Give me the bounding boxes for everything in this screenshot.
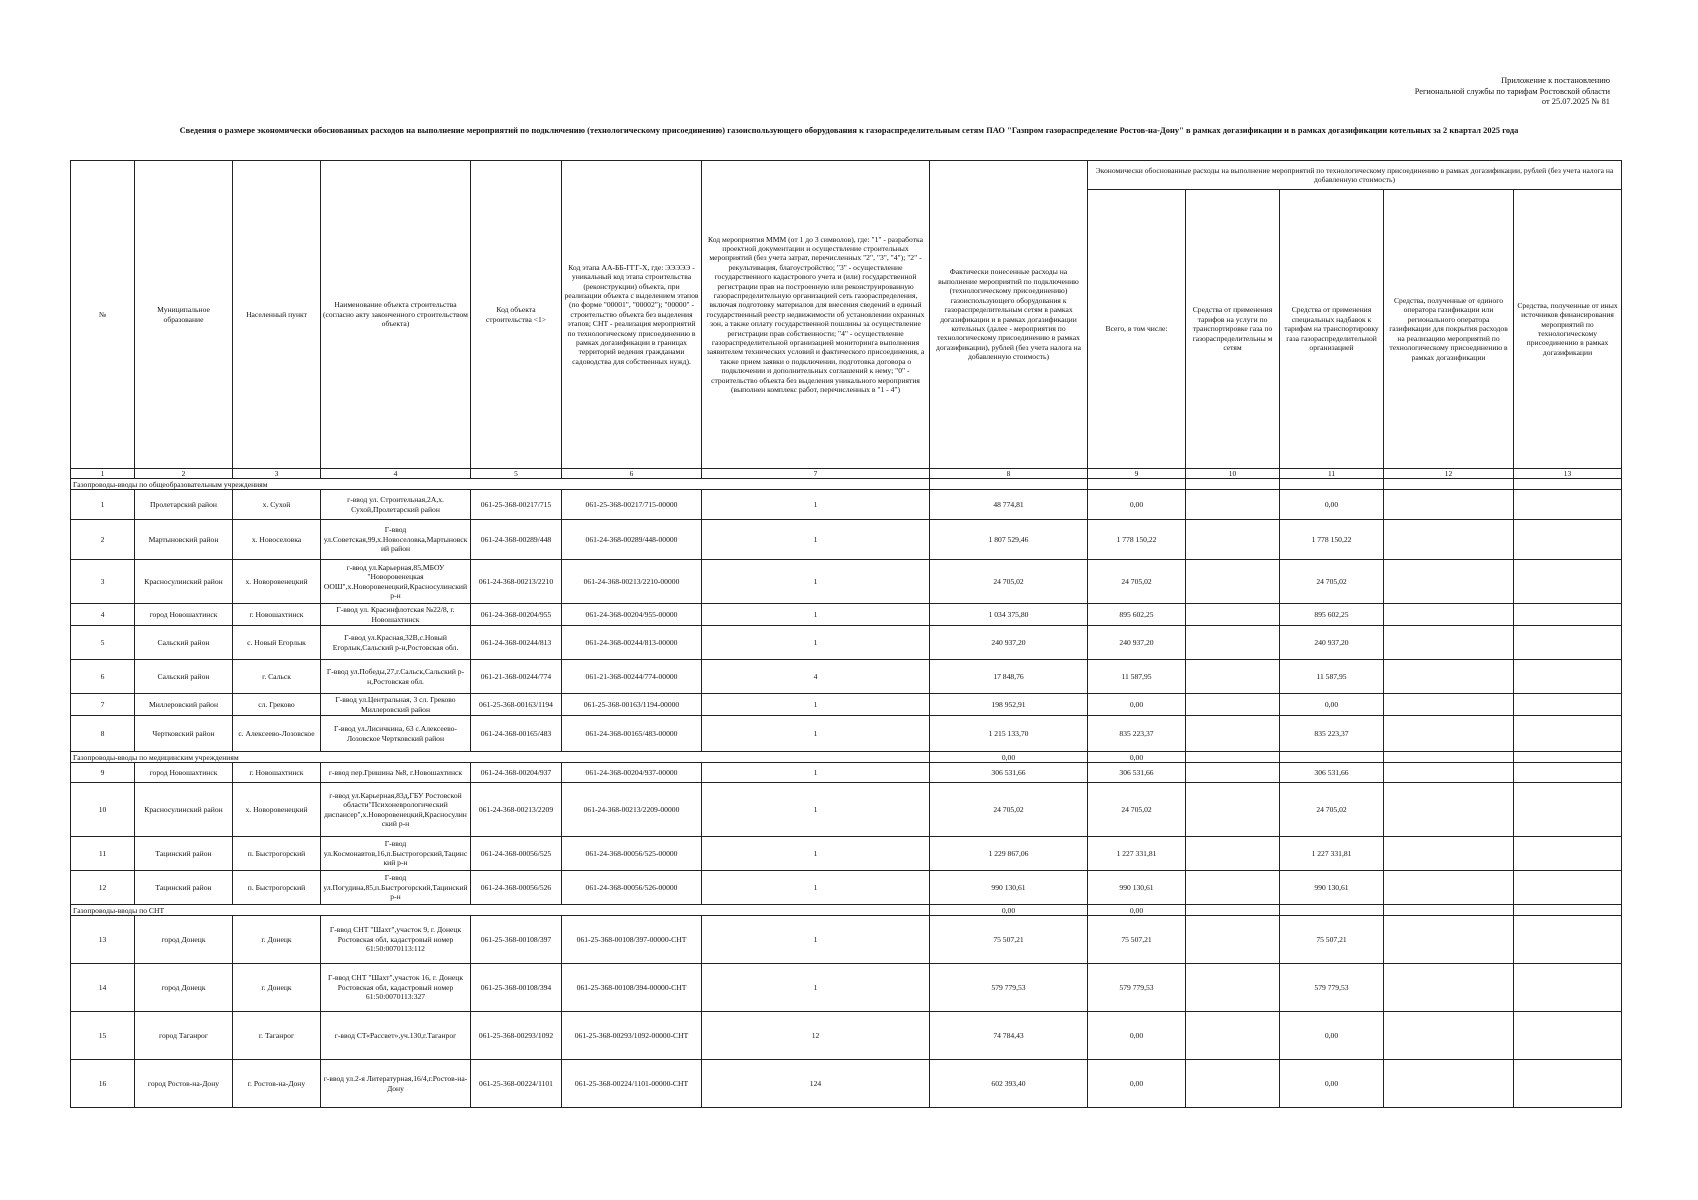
actual-costs-cell: 198 952,91 (930, 694, 1088, 716)
operator-funds-cell (1384, 1012, 1514, 1060)
row-number: 11 (71, 837, 135, 871)
table-row (71, 660, 1622, 694)
stage-code-cell: 061-25-368-00108/397-00000-СНТ (562, 916, 702, 964)
activity-code-cell: 1 (702, 626, 930, 660)
actual-costs-cell: 24 705,02 (930, 560, 1088, 604)
operator-funds-cell (1384, 837, 1514, 871)
column-number: 5 (471, 469, 562, 479)
settlement-cell: п. Быстрогорский (233, 837, 321, 871)
column-number: 11 (1280, 469, 1384, 479)
surcharges-cell: 24 705,02 (1280, 783, 1384, 837)
section-actual-costs: 0,00 (930, 905, 1088, 916)
appendix-line: Региональной службы по тарифам Ростовской области (1414, 86, 1610, 96)
section-actual-costs (930, 479, 1088, 490)
settlement-cell: г. Донецк (233, 964, 321, 1012)
actual-costs-cell: 48 774,81 (930, 490, 1088, 520)
stage-code-cell: 061-25-368-00293/1092-00000-СНТ (562, 1012, 702, 1060)
total-cell: 0,00 (1088, 490, 1186, 520)
section-title: Газопроводы-вводы по общеобразовательным учреждениям (71, 479, 930, 490)
municipality-cell: Пролетарский район (135, 490, 233, 520)
other-funds-cell (1514, 520, 1622, 560)
row-number: 15 (71, 1012, 135, 1060)
settlement-cell: г. Ростов-на-Дону (233, 1060, 321, 1108)
surcharges-cell: 306 531,66 (1280, 763, 1384, 783)
appendix-note (1250, 76, 1610, 108)
activity-code-cell: 1 (702, 694, 930, 716)
activity-code-cell: 1 (702, 560, 930, 604)
table-row (71, 694, 1622, 716)
stage-code-cell: 061-24-368-00213/2209-00000 (562, 783, 702, 837)
empty-cell (1186, 479, 1280, 490)
settlement-cell: сл. Греково (233, 694, 321, 716)
surcharges-cell: 75 507,21 (1280, 916, 1384, 964)
object-code-cell: 061-24-368-00289/448 (471, 520, 562, 560)
column-number: 4 (321, 469, 471, 479)
header-operator-funds: Средства, полученные от единого оператора газификации или регионального оператора газификации для покрытия расходов на реализацию мероприятий по технологическому присоединению в рамках догазификации (1384, 190, 1514, 469)
object-code-cell: 061-24-368-00056/526 (471, 871, 562, 905)
row-number: 7 (71, 694, 135, 716)
object-name-cell: Г-ввод ул. Красинфлотская №22/8, г. Новошахтинск (321, 604, 471, 626)
stage-code-cell: 061-24-368-00056/525-00000 (562, 837, 702, 871)
row-number: 5 (71, 626, 135, 660)
other-funds-cell (1514, 1012, 1622, 1060)
section-actual-costs: 0,00 (930, 752, 1088, 763)
activity-code-cell: 1 (702, 490, 930, 520)
settlement-cell: х. Новоровенецкий (233, 783, 321, 837)
activity-code-cell: 1 (702, 964, 930, 1012)
stage-code-cell: 061-25-368-00224/1101-00000-СНТ (562, 1060, 702, 1108)
section-total: 0,00 (1088, 905, 1186, 916)
row-number: 3 (71, 560, 135, 604)
tariffs-cell (1186, 560, 1280, 604)
operator-funds-cell (1384, 871, 1514, 905)
table-body (71, 479, 1622, 1108)
municipality-cell: Тацинский район (135, 837, 233, 871)
operator-funds-cell (1384, 490, 1514, 520)
tariffs-cell (1186, 716, 1280, 752)
settlement-cell: х. Сухой (233, 490, 321, 520)
column-number: 6 (562, 469, 702, 479)
stage-code-cell: 061-24-368-00056/526-00000 (562, 871, 702, 905)
empty-cell (1384, 752, 1514, 763)
total-cell: 11 587,95 (1088, 660, 1186, 694)
total-cell: 0,00 (1088, 694, 1186, 716)
column-number: 7 (702, 469, 930, 479)
stage-code-cell: 061-24-368-00213/2210-00000 (562, 560, 702, 604)
column-number: 3 (233, 469, 321, 479)
municipality-cell: город Таганрог (135, 1012, 233, 1060)
activity-code-cell: 124 (702, 1060, 930, 1108)
header-actual-costs: Фактически понесенные расходы на выполнение мероприятий по подключению (технологическому присоединению) газоиспользующего оборудования к газораспределительным сетям в рамках догазификации и в рамках догазификации котельных (далее - мероприятия по технологическому присоединению в рамках догазификации), рублей (без учета налога на добавленную стоимость) (930, 161, 1088, 469)
header-other-funds: Средства, полученные от иных источников финансирования мероприятий по технологическому присоединению в рамках догазификации (1514, 190, 1622, 469)
settlement-cell: г. Новошахтинск (233, 604, 321, 626)
table-row (71, 520, 1622, 560)
stage-code-cell: 061-21-368-00244/774-00000 (562, 660, 702, 694)
municipality-cell: город Ростов-на-Дону (135, 1060, 233, 1108)
surcharges-cell: 835 223,37 (1280, 716, 1384, 752)
total-cell: 1 227 331,81 (1088, 837, 1186, 871)
row-number: 1 (71, 490, 135, 520)
surcharges-cell: 0,00 (1280, 490, 1384, 520)
column-number: 12 (1384, 469, 1514, 479)
surcharges-cell: 240 937,20 (1280, 626, 1384, 660)
operator-funds-cell (1384, 716, 1514, 752)
header-municipality: Муниципальное образование (135, 161, 233, 469)
header-surcharges: Средства от применения специальных надбавок к тарифам на транспортировку газа газораспределительной организацией (1280, 190, 1384, 469)
tariffs-cell (1186, 1060, 1280, 1108)
other-funds-cell (1514, 490, 1622, 520)
section-header-row (71, 905, 1622, 916)
row-number: 13 (71, 916, 135, 964)
surcharges-cell: 1 227 331,81 (1280, 837, 1384, 871)
table-row (71, 560, 1622, 604)
tariffs-cell (1186, 763, 1280, 783)
object-code-cell: 061-24-368-00204/955 (471, 604, 562, 626)
operator-funds-cell (1384, 694, 1514, 716)
table-row (71, 783, 1622, 837)
actual-costs-cell: 1 807 529,46 (930, 520, 1088, 560)
object-name-cell: г-ввод ул.Карьерная,85,МБОУ "Новоровенецкая ООШ",х.Новоровенецкий,Красносулинский р-н (321, 560, 471, 604)
settlement-cell: х. Новоровенецкий (233, 560, 321, 604)
tariffs-cell (1186, 1012, 1280, 1060)
column-number: 9 (1088, 469, 1186, 479)
municipality-cell: Миллеровский район (135, 694, 233, 716)
total-cell: 24 705,02 (1088, 560, 1186, 604)
surcharges-cell: 24 705,02 (1280, 560, 1384, 604)
table-row (71, 763, 1622, 783)
row-number: 4 (71, 604, 135, 626)
surcharges-cell: 895 602,25 (1280, 604, 1384, 626)
object-code-cell: 061-24-368-00056/525 (471, 837, 562, 871)
operator-funds-cell (1384, 520, 1514, 560)
municipality-cell: Тацинский район (135, 871, 233, 905)
total-cell: 1 778 150,22 (1088, 520, 1186, 560)
object-name-cell: Г-ввод ул.Центральная, 3 сл. Греково Миллеровский район (321, 694, 471, 716)
municipality-cell: Красносулинский район (135, 783, 233, 837)
table-row (71, 964, 1622, 1012)
object-name-cell: г-ввод пер.Гришина №8, г.Новошахтинск (321, 763, 471, 783)
row-number: 14 (71, 964, 135, 1012)
tariffs-cell (1186, 783, 1280, 837)
section-title: Газопроводы-вводы по СНТ (71, 905, 930, 916)
actual-costs-cell: 1 215 133,70 (930, 716, 1088, 752)
tariffs-cell (1186, 837, 1280, 871)
costs-table (70, 160, 1622, 1108)
surcharges-cell: 0,00 (1280, 694, 1384, 716)
table-row (71, 916, 1622, 964)
stage-code-cell: 061-24-368-00204/955-00000 (562, 604, 702, 626)
empty-cell (1514, 479, 1622, 490)
other-funds-cell (1514, 916, 1622, 964)
object-code-cell: 061-24-368-00165/483 (471, 716, 562, 752)
header-justified-costs-group: Экономически обоснованные расходы на выполнение мероприятий по технологическому присоединению в рамках догазификации, рублей (без учета налога на добавленную стоимость) (1088, 161, 1622, 190)
tariffs-cell (1186, 520, 1280, 560)
settlement-cell: с. Новый Егорлык (233, 626, 321, 660)
settlement-cell: г. Новошахтинск (233, 763, 321, 783)
surcharges-cell: 0,00 (1280, 1060, 1384, 1108)
municipality-cell: город Донецк (135, 916, 233, 964)
surcharges-cell: 990 130,61 (1280, 871, 1384, 905)
activity-code-cell: 1 (702, 520, 930, 560)
other-funds-cell (1514, 694, 1622, 716)
object-name-cell: Г-ввод СНТ "Шахт",участок 9, г. Донецк Ростовская обл, кадастровый номер 61:50:0070113:112 (321, 916, 471, 964)
object-code-cell: 061-25-368-00108/397 (471, 916, 562, 964)
empty-cell (1280, 479, 1384, 490)
row-number: 2 (71, 520, 135, 560)
other-funds-cell (1514, 716, 1622, 752)
tariffs-cell (1186, 694, 1280, 716)
header-total: Всего, в том числе: (1088, 190, 1186, 469)
table-row (71, 1012, 1622, 1060)
activity-code-cell: 1 (702, 837, 930, 871)
section-header-row (71, 752, 1622, 763)
table-header (71, 161, 1622, 479)
activity-code-cell: 1 (702, 916, 930, 964)
row-number: 8 (71, 716, 135, 752)
header-object-code: Код объекта строительства <1> (471, 161, 562, 469)
object-name-cell: Г-ввод ул.Космонавтов,16,п.Быстрогорский,Тацинский р-н (321, 837, 471, 871)
total-cell: 835 223,37 (1088, 716, 1186, 752)
object-code-cell: 061-24-368-00204/937 (471, 763, 562, 783)
surcharges-cell: 11 587,95 (1280, 660, 1384, 694)
actual-costs-cell: 74 784,43 (930, 1012, 1088, 1060)
actual-costs-cell: 602 393,40 (930, 1060, 1088, 1108)
stage-code-cell: 061-24-368-00165/483-00000 (562, 716, 702, 752)
actual-costs-cell: 1 229 867,06 (930, 837, 1088, 871)
operator-funds-cell (1384, 1060, 1514, 1108)
settlement-cell: г. Донецк (233, 916, 321, 964)
row-number: 10 (71, 783, 135, 837)
table-row (71, 871, 1622, 905)
object-name-cell: Г-ввод ул.Победы,27,г.Сальск,Сальский р-н,Ростовская обл. (321, 660, 471, 694)
table-row (71, 1060, 1622, 1108)
object-code-cell: 061-24-368-00213/2209 (471, 783, 562, 837)
other-funds-cell (1514, 1060, 1622, 1108)
other-funds-cell (1514, 964, 1622, 1012)
object-code-cell: 061-25-368-00108/394 (471, 964, 562, 1012)
column-number: 2 (135, 469, 233, 479)
empty-cell (1514, 905, 1622, 916)
section-total: 0,00 (1088, 752, 1186, 763)
tariffs-cell (1186, 871, 1280, 905)
tariffs-cell (1186, 626, 1280, 660)
operator-funds-cell (1384, 660, 1514, 694)
object-code-cell: 061-24-368-00213/2210 (471, 560, 562, 604)
total-cell: 579 779,53 (1088, 964, 1186, 1012)
surcharges-cell: 579 779,53 (1280, 964, 1384, 1012)
header-settlement: Населенный пункт (233, 161, 321, 469)
municipality-cell: Чертковский район (135, 716, 233, 752)
appendix-line: от 25.07.2025 № 81 (1541, 97, 1610, 106)
empty-cell (1280, 752, 1384, 763)
header-tariffs: Средства от применения тарифов на услуги по транспортировке газа по газораспределительны м сетям (1186, 190, 1280, 469)
column-number: 8 (930, 469, 1088, 479)
municipality-cell: город Новошахтинск (135, 604, 233, 626)
document-title: Сведения о размере экономически обоснованных расходов на выполнение мероприятий по подключению (технологическому присоединению) газоиспользующего оборудования к газораспределительным сетям ПАО "Газпром газораспределение Ростов-на-Дону" в рамках догазификации и в рамках догазификации котельных за 2 квартал 2025 года (179, 126, 1519, 135)
header-stage-code: Код этапа АА-ББ-ГГГ-Х, где: ЭЭЭЭЭ - уникальный код этапа строительства (реконструкции) объекта, при реализации объекта с выделением этапов (по форме "00001", "00002"); "00000" - строительство объекта без выделения этапов; СНТ - реализация мероприятий по технологическому присоединению в рамках догазификации в границах территорий ведения гражданами садоводства для собственных нужд). (562, 161, 702, 469)
operator-funds-cell (1384, 964, 1514, 1012)
row-number: 12 (71, 871, 135, 905)
section-title: Газопроводы-вводы по медицинским учреждениям (71, 752, 930, 763)
other-funds-cell (1514, 560, 1622, 604)
column-numbers-row (71, 469, 1622, 479)
total-cell: 990 130,61 (1088, 871, 1186, 905)
tariffs-cell (1186, 604, 1280, 626)
operator-funds-cell (1384, 763, 1514, 783)
activity-code-cell: 1 (702, 783, 930, 837)
tariffs-cell (1186, 660, 1280, 694)
object-name-cell: г-ввод ул.2-я Литературная,16/4,г.Ростов-на-Дону (321, 1060, 471, 1108)
column-number: 13 (1514, 469, 1622, 479)
table-row (71, 626, 1622, 660)
object-name-cell: Г-ввод ул.Лисичкина, 63 с.Алексеево-Лозовское Чертковский район (321, 716, 471, 752)
municipality-cell: Мартыновский район (135, 520, 233, 560)
object-code-cell: 061-25-368-00163/1194 (471, 694, 562, 716)
section-total (1088, 479, 1186, 490)
header-object-name: Наименование объекта строительства (согласно акту законченного строительством объекта) (321, 161, 471, 469)
municipality-cell: Красносулинский район (135, 560, 233, 604)
actual-costs-cell: 75 507,21 (930, 916, 1088, 964)
actual-costs-cell: 17 848,76 (930, 660, 1088, 694)
total-cell: 24 705,02 (1088, 783, 1186, 837)
row-number: 9 (71, 763, 135, 783)
empty-cell (1186, 905, 1280, 916)
other-funds-cell (1514, 660, 1622, 694)
total-cell: 0,00 (1088, 1012, 1186, 1060)
object-code-cell: 061-24-368-00244/813 (471, 626, 562, 660)
municipality-cell: Сальский район (135, 660, 233, 694)
municipality-cell: Сальский район (135, 626, 233, 660)
total-cell: 0,00 (1088, 1060, 1186, 1108)
municipality-cell: город Новошахтинск (135, 763, 233, 783)
object-code-cell: 061-25-368-00293/1092 (471, 1012, 562, 1060)
total-cell: 895 602,25 (1088, 604, 1186, 626)
object-name-cell: Г-ввод ул.Красная,32В,с.Новый Егорлык,Сальский р-н,Ростовская обл. (321, 626, 471, 660)
other-funds-cell (1514, 626, 1622, 660)
settlement-cell: с. Алексеево-Лозовское (233, 716, 321, 752)
object-code-cell: 061-25-368-00224/1101 (471, 1060, 562, 1108)
object-code-cell: 061-25-368-00217/715 (471, 490, 562, 520)
tariffs-cell (1186, 490, 1280, 520)
empty-cell (1384, 905, 1514, 916)
object-name-cell: г-ввод ул.Карьерная,83д,ГБУ Ростовской области"Психоневрологический диспансер",х.Новоровенецкий,Красносулинский р-н (321, 783, 471, 837)
header-num: № (71, 161, 135, 469)
activity-code-cell: 1 (702, 871, 930, 905)
settlement-cell: г. Таганрог (233, 1012, 321, 1060)
operator-funds-cell (1384, 783, 1514, 837)
operator-funds-cell (1384, 560, 1514, 604)
actual-costs-cell: 306 531,66 (930, 763, 1088, 783)
column-number: 10 (1186, 469, 1280, 479)
stage-code-cell: 061-24-368-00244/813-00000 (562, 626, 702, 660)
activity-code-cell: 4 (702, 660, 930, 694)
operator-funds-cell (1384, 604, 1514, 626)
other-funds-cell (1514, 604, 1622, 626)
object-name-cell: г-ввод СТ«Рассвет»,уч.130,г.Таганрог (321, 1012, 471, 1060)
column-number: 1 (71, 469, 135, 479)
activity-code-cell: 1 (702, 716, 930, 752)
activity-code-cell: 1 (702, 604, 930, 626)
operator-funds-cell (1384, 916, 1514, 964)
empty-cell (1384, 479, 1514, 490)
total-cell: 240 937,20 (1088, 626, 1186, 660)
row-number: 6 (71, 660, 135, 694)
surcharges-cell: 1 778 150,22 (1280, 520, 1384, 560)
object-name-cell: Г-ввод СНТ "Шахт",участок 16, г. Донецк Ростовская обл, кадастровый номер 61:50:0070113:327 (321, 964, 471, 1012)
settlement-cell: п. Быстрогорский (233, 871, 321, 905)
surcharges-cell: 0,00 (1280, 1012, 1384, 1060)
appendix-line: Приложение к постановлению (1501, 76, 1610, 85)
stage-code-cell: 061-25-368-00108/394-00000-СНТ (562, 964, 702, 1012)
empty-cell (1186, 752, 1280, 763)
stage-code-cell: 061-24-368-00204/937-00000 (562, 763, 702, 783)
section-header-row (71, 479, 1622, 490)
operator-funds-cell (1384, 626, 1514, 660)
settlement-cell: х. Новоселовка (233, 520, 321, 560)
other-funds-cell (1514, 763, 1622, 783)
empty-cell (1280, 905, 1384, 916)
actual-costs-cell: 990 130,61 (930, 871, 1088, 905)
total-cell: 75 507,21 (1088, 916, 1186, 964)
stage-code-cell: 061-25-368-00217/715-00000 (562, 490, 702, 520)
municipality-cell: город Донецк (135, 964, 233, 1012)
object-code-cell: 061-21-368-00244/774 (471, 660, 562, 694)
table-row (71, 490, 1622, 520)
table-row (71, 716, 1622, 752)
object-name-cell: г-ввод ул. Строительная,2А,х. Сухой,Пролетарский район (321, 490, 471, 520)
other-funds-cell (1514, 783, 1622, 837)
other-funds-cell (1514, 871, 1622, 905)
tariffs-cell (1186, 964, 1280, 1012)
actual-costs-cell: 240 937,20 (930, 626, 1088, 660)
object-name-cell: Г-ввод ул.Советская,99,х.Новоселовка,Мартыновский район (321, 520, 471, 560)
empty-cell (1514, 752, 1622, 763)
table-row (71, 604, 1622, 626)
activity-code-cell: 1 (702, 763, 930, 783)
settlement-cell: г. Сальск (233, 660, 321, 694)
object-name-cell: Г-ввод ул.Погудина,85,п.Быстрогорский,Тацинский р-н (321, 871, 471, 905)
stage-code-cell: 061-25-368-00163/1194-00000 (562, 694, 702, 716)
actual-costs-cell: 579 779,53 (930, 964, 1088, 1012)
activity-code-cell: 12 (702, 1012, 930, 1060)
header-activity-code: Код мероприятия МММ (от 1 до 3 символов), где: "1" - разработка проектной документации и осуществление строительных мероприятий (без учета затрат, перечисленных "2", "3", "4"); "2" - рекультивация, благоустройство; "3" - осуществление государственного кадастрового учета и (или) государственной регистрации прав на построенную или реконструированную газораспределительную организацией сеть газораспределения, включая подготовку материалов для внесения сведений в единый государственный реестр недвижимости об установлении охранных зон, а также оплату государственной пошлины за осуществление регистрации прав собственности; "4" - осуществление газораспределительной организацией мониторинга выполнения заявителем технических условий и фактического присоединения, а также прием заявки о подключении, подготовка договора о подключении и дополнительных соглашений к нему; "0" - строительство объекта без выделения уникального мероприятия (выполнен комплекс работ, перечисленных в "1 - 4") (702, 161, 930, 469)
row-number: 16 (71, 1060, 135, 1108)
total-cell: 306 531,66 (1088, 763, 1186, 783)
stage-code-cell: 061-24-368-00289/448-00000 (562, 520, 702, 560)
actual-costs-cell: 24 705,02 (930, 783, 1088, 837)
actual-costs-cell: 1 034 375,80 (930, 604, 1088, 626)
other-funds-cell (1514, 837, 1622, 871)
tariffs-cell (1186, 916, 1280, 964)
table-row (71, 837, 1622, 871)
